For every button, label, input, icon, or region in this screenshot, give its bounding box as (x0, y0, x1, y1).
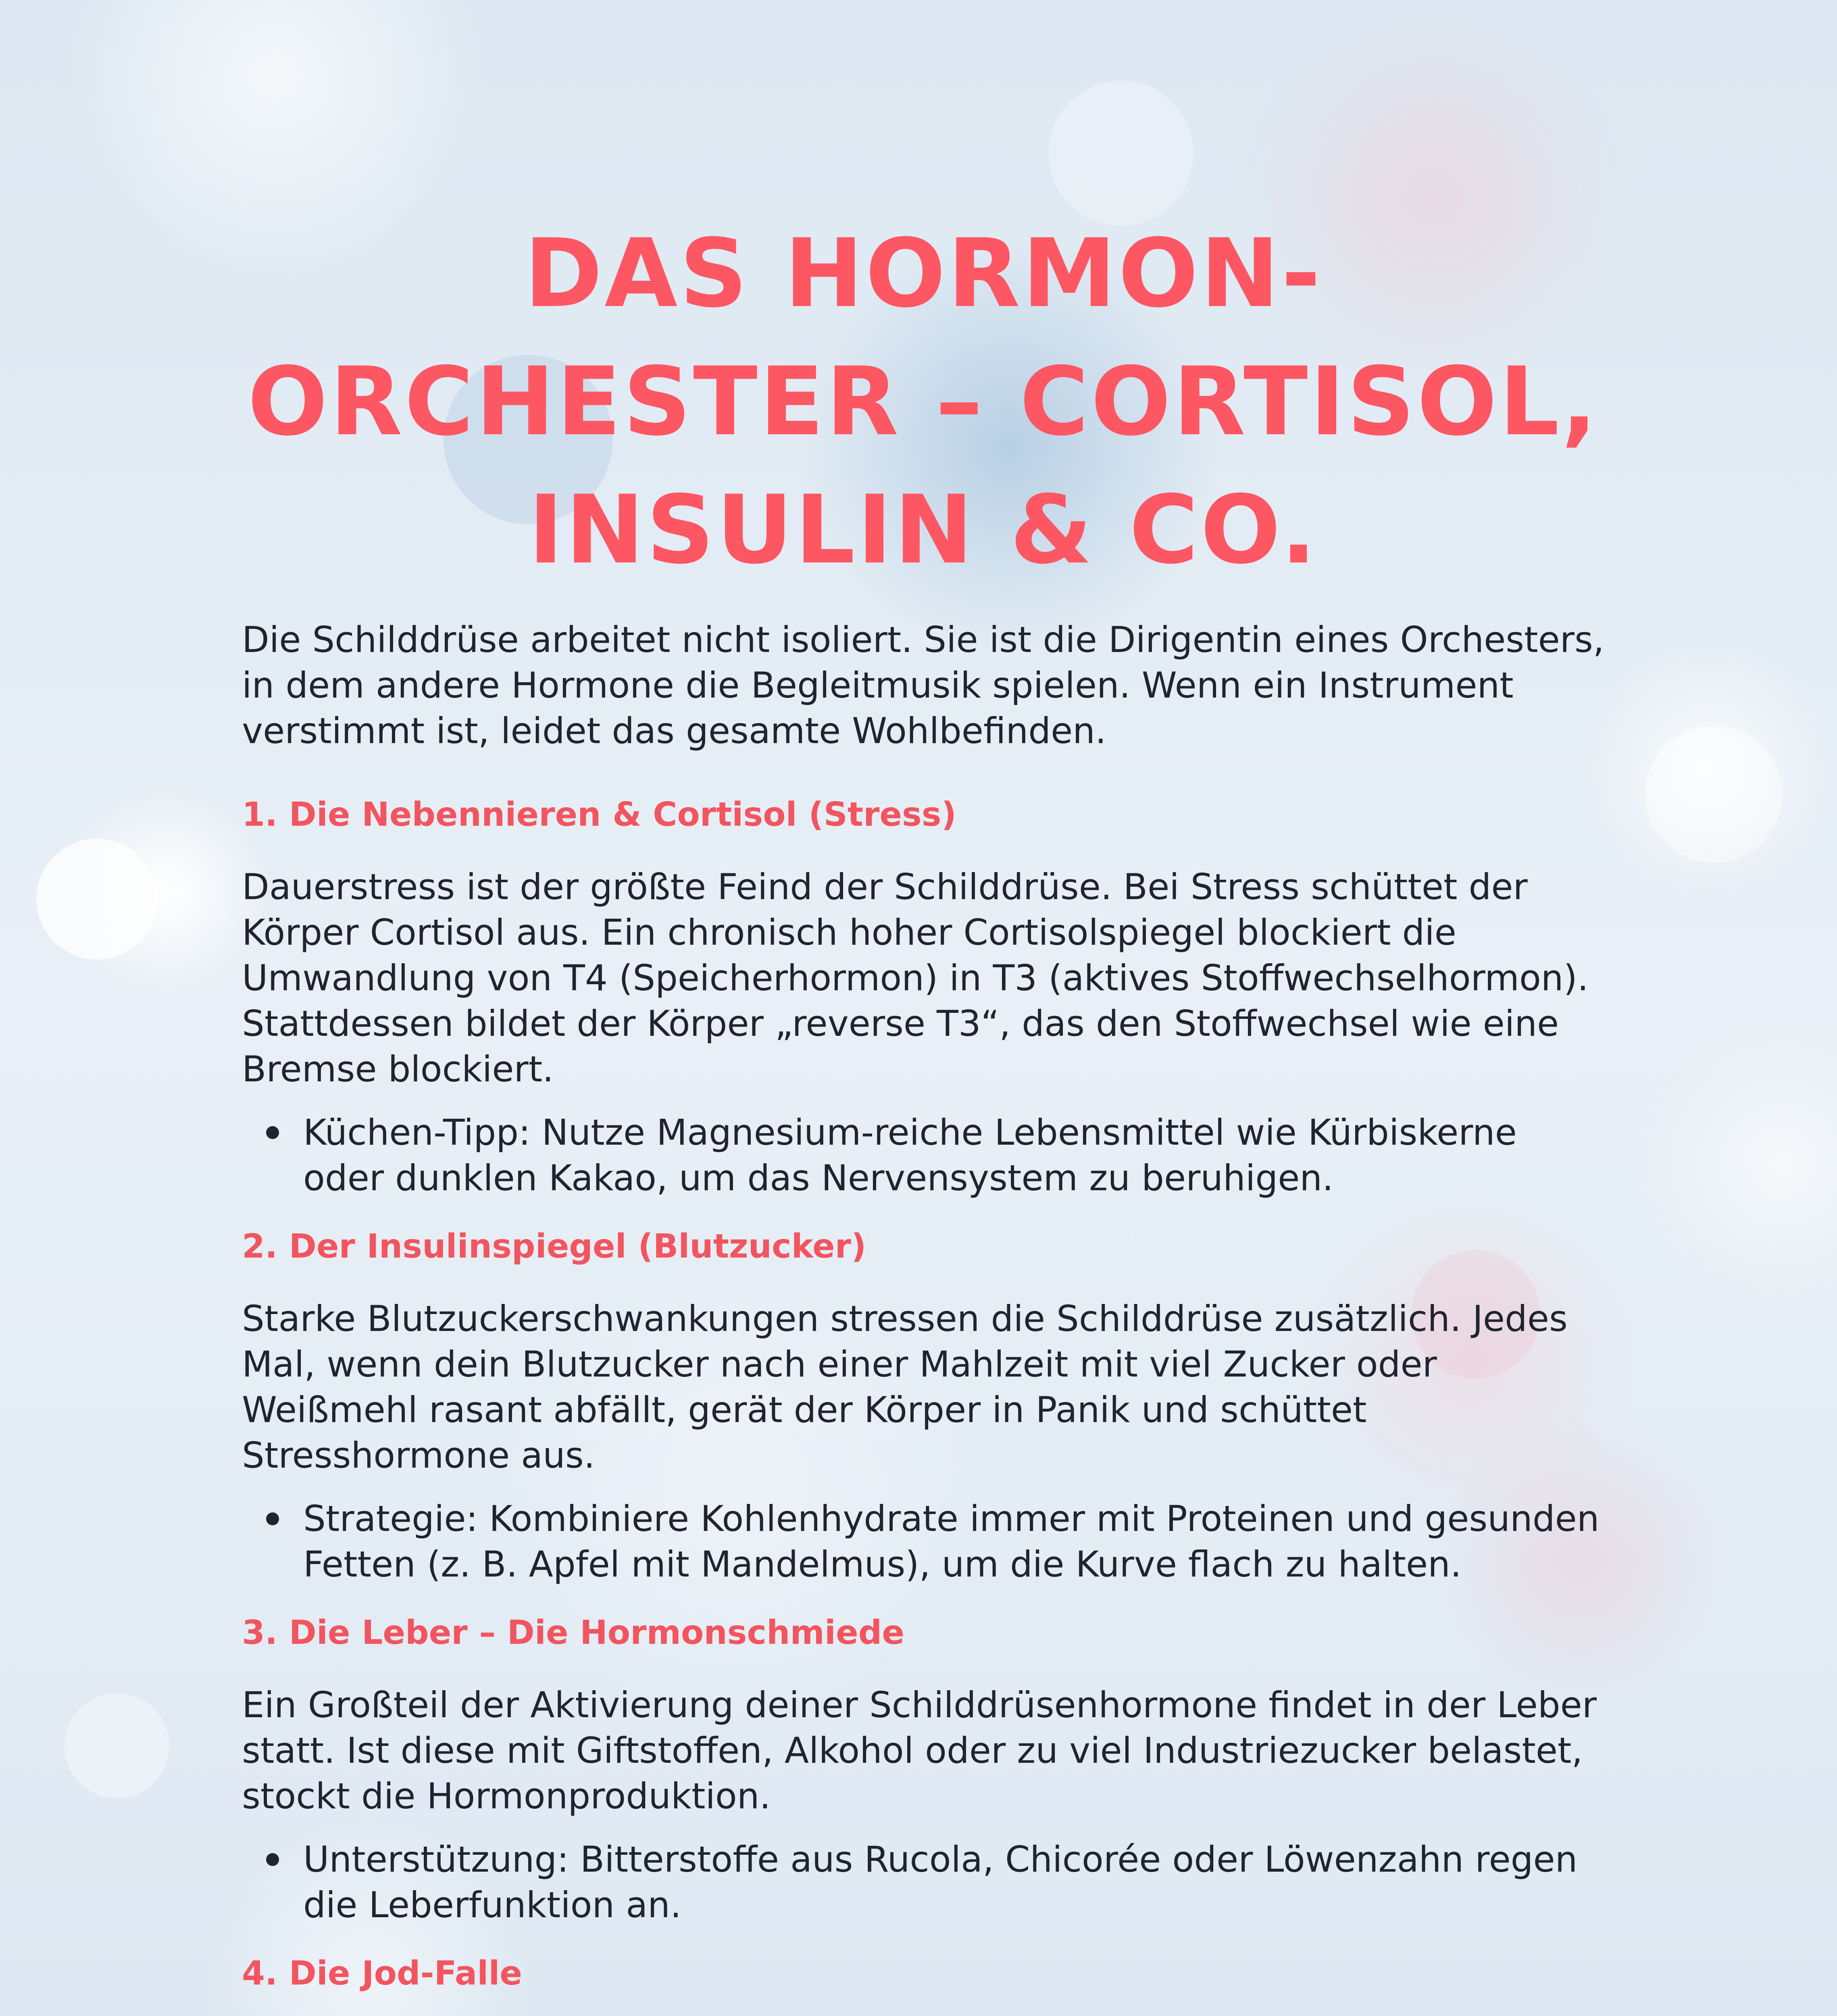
tip-item (242, 1837, 1605, 1928)
tip-text: Unterstützung: Bitterstoffe aus Rucola, Chicorée oder Löwenzahn regen die Leberfunktion an. (303, 1839, 1578, 1926)
tip-list (242, 1496, 1605, 1587)
section-paragraph: Dauerstress ist der größte Feind der Schilddrüse. Bei Stress schüttet der Körper Cortisol aus. Ein chronisch hoher Cortisolspiegel blockiert die Umwandlung von T4 (Speicherhormon) in T3 (aktives Stoffwechselhormon). Stattdessen bildet der Körper „reverse T3“, das den Stoffwechsel wie eine Bremse blockiert. (242, 866, 1589, 1090)
section-heading: 3. Die Leber – Die Hormonschmiede (242, 1614, 904, 1652)
bullet-icon (266, 1126, 279, 1139)
tip-item (242, 1496, 1605, 1587)
title-line: ORCHESTER – CORTISOL, (247, 347, 1600, 457)
section-liver (242, 1610, 1605, 1928)
bullet-icon (266, 1853, 279, 1866)
section-paragraph: Ein Großteil der Aktivierung deiner Schilddrüsenhormone findet in der Leber statt. Ist diese mit Giftstoffen, Alkohol oder zu viel Industriezucker belastet, stockt die Hormonproduktion. (242, 1684, 1597, 1817)
section-paragraph: Starke Blutzuckerschwankungen stressen die Schilddrüse zusätzlich. Jedes Mal, wenn dein Blutzucker nach einer Mahlzeit mit viel Zucker oder Weißmehl rasant abfällt, gerät der Körper in Panik und schüttet Stresshormone aus. (242, 1298, 1568, 1476)
bokeh-decoration (36, 839, 157, 960)
section-heading: 1. Die Nebennieren & Cortisol (Stress) (242, 796, 957, 834)
bullet-icon (266, 1512, 279, 1525)
bokeh-decoration (1645, 726, 1782, 863)
bokeh-decoration (65, 1693, 169, 1798)
section-heading: 2. Der Insulinspiegel (Blutzucker) (242, 1227, 866, 1266)
tip-list (242, 1837, 1605, 1928)
tip-item (242, 1110, 1605, 1201)
tip-text: Strategie: Kombiniere Kohlenhydrate immer mit Proteinen und gesunden Fetten (z. B. Apfel mit Mandelmus), um die Kurve flach zu halten. (303, 1498, 1600, 1585)
title-line: DAS HORMON- (524, 219, 1323, 329)
section-iodine (242, 1951, 1605, 2016)
document-page (242, 0, 1605, 2016)
section-insulin (242, 1224, 1605, 1587)
section-heading: 4. Die Jod-Falle (242, 1954, 523, 1993)
tip-list (242, 1110, 1605, 1201)
title-line: INSULIN & CO. (528, 475, 1318, 585)
section-cortisol (242, 792, 1605, 1201)
tip-text: Küchen-Tipp: Nutze Magnesium-reiche Lebensmittel wie Kürbiskerne oder dunklen Kakao, um das Nervensystem zu beruhigen. (303, 1112, 1517, 1199)
body-content (242, 617, 1605, 2016)
intro-paragraph: Die Schilddrüse arbeitet nicht isoliert. Sie ist die Dirigentin eines Orchesters, in dem andere Hormone die Begleitmusik spielen. Wenn ein Instrument verstimmt ist, leidet das gesamte Wohlbefinden. (242, 619, 1604, 752)
page-title (242, 210, 1605, 594)
